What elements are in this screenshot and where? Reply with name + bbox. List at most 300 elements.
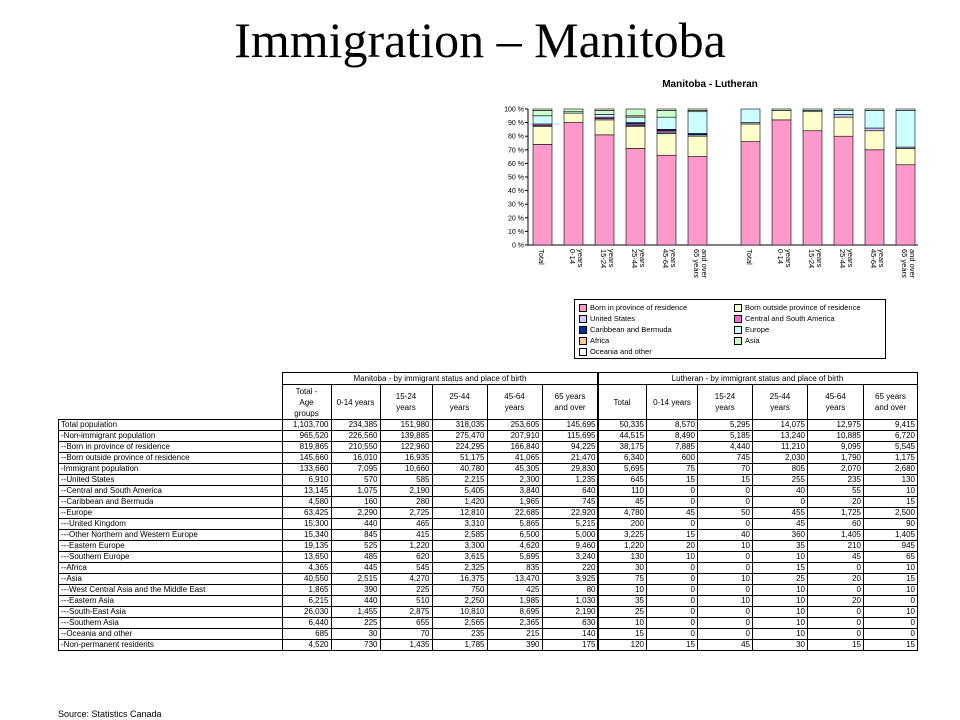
table-cell: 2,585 <box>432 530 487 541</box>
y-tick-label: 100 % <box>504 106 524 114</box>
column-header: 45-64 years <box>487 385 542 420</box>
table-cell: 1,455 <box>331 607 380 618</box>
table-cell: 440 <box>331 519 380 530</box>
row-label: ---Southern Asia <box>59 618 283 629</box>
table-cell: 3,310 <box>432 519 487 530</box>
table-cell: 145,660 <box>282 453 331 464</box>
table-cell: 10,660 <box>380 464 432 475</box>
column-header: 25-44 years <box>753 385 808 420</box>
legend-item <box>579 335 734 346</box>
table-cell: 0 <box>864 629 918 640</box>
bar-segment <box>595 135 614 245</box>
chart-title: Manitoba - Lutheran <box>662 79 758 90</box>
bar-segment <box>564 109 583 112</box>
table-cell: 5,405 <box>432 486 487 497</box>
table-cell: 38,175 <box>598 442 647 453</box>
table-cell: 0 <box>698 519 753 530</box>
table-cell: 275,470 <box>432 431 487 442</box>
table-cell: 45 <box>647 508 698 519</box>
table-cell: 30 <box>331 629 380 640</box>
bar-segment <box>741 109 760 123</box>
table-cell: 3,615 <box>432 552 487 563</box>
table-cell: 80 <box>542 585 598 596</box>
legend-swatch <box>579 315 587 323</box>
table-cell: 0 <box>698 497 753 508</box>
table-cell: 40,550 <box>282 574 331 585</box>
source-note: Source: Statistics Canada <box>58 709 162 719</box>
table-cell: 20 <box>808 497 864 508</box>
x-tick-label: Total <box>745 249 754 265</box>
table-cell: 1,405 <box>864 530 918 541</box>
table-cell: 2,300 <box>487 475 542 486</box>
table-cell: 415 <box>380 530 432 541</box>
bar-segment <box>772 109 791 110</box>
table-cell: 9,460 <box>542 541 598 552</box>
table-cell: 10 <box>753 629 808 640</box>
y-tick-label: 0 % <box>511 242 524 250</box>
bar-segment <box>533 116 552 124</box>
table-cell: 19,135 <box>282 541 331 552</box>
table-cell: 10 <box>753 585 808 596</box>
table-cell: 510 <box>380 596 432 607</box>
table-cell: 13,650 <box>282 552 331 563</box>
table-cell: 5,000 <box>542 530 598 541</box>
table-cell: 12,975 <box>808 420 864 431</box>
table-cell: 15,340 <box>282 530 331 541</box>
table-cell: 3,925 <box>542 574 598 585</box>
table-cell: 122,960 <box>380 442 432 453</box>
table-cell: 2,325 <box>432 563 487 574</box>
column-header: 0-14 years <box>331 385 380 420</box>
row-label: --Central and South America <box>59 486 283 497</box>
table-cell: 0 <box>698 552 753 563</box>
legend-label: Born in province of residence <box>590 303 688 312</box>
table-cell: 12,810 <box>432 508 487 519</box>
legend-label: Asia <box>745 336 760 345</box>
table-cell: 685 <box>282 629 331 640</box>
table-cell: 140 <box>542 629 598 640</box>
table-cell: 10 <box>647 552 698 563</box>
table-cell: 620 <box>380 552 432 563</box>
table-cell: 10 <box>698 596 753 607</box>
table-cell: 235 <box>432 629 487 640</box>
table-cell: 45,305 <box>487 464 542 475</box>
legend-label: Oceania and other <box>590 347 652 356</box>
table-cell: 2,875 <box>380 607 432 618</box>
table-cell: 40 <box>753 486 808 497</box>
table-cell: 750 <box>432 585 487 596</box>
x-tick-label: years <box>576 249 585 268</box>
table-cell: 0 <box>647 497 698 508</box>
table-cell: 1,965 <box>487 497 542 508</box>
table-cell: 10 <box>864 563 918 574</box>
table-cell: 8,695 <box>487 607 542 618</box>
table-cell: 1,785 <box>432 640 487 651</box>
table-cell: 63,425 <box>282 508 331 519</box>
table-cell: 5,215 <box>542 519 598 530</box>
stacked-bar-chart <box>500 78 920 298</box>
table-cell: 224,295 <box>432 442 487 453</box>
table-cell: 0 <box>808 629 864 640</box>
table-cell: 455 <box>753 508 808 519</box>
bar-segment <box>803 131 822 245</box>
table-cell: 525 <box>331 541 380 552</box>
table-cell: 207,910 <box>487 431 542 442</box>
table-cell: 0 <box>698 563 753 574</box>
table-cell: 15 <box>598 629 647 640</box>
legend-swatch <box>734 326 742 334</box>
table-cell: 15 <box>698 475 753 486</box>
bar-segment <box>688 109 707 110</box>
table-corner-cell <box>59 385 283 420</box>
x-tick-label: years <box>669 249 678 268</box>
y-tick-label: 50 % <box>508 174 524 182</box>
table-cell: 15 <box>753 563 808 574</box>
table-corner-cell <box>59 373 283 385</box>
table-cell: 745 <box>698 453 753 464</box>
column-header: Total <box>598 385 647 420</box>
table-cell: 65 <box>864 552 918 563</box>
table-cell: 4,440 <box>698 442 753 453</box>
bar-segment <box>595 109 614 110</box>
table-cell: 0 <box>808 585 864 596</box>
table-cell: 60 <box>808 519 864 530</box>
table-cell: 225 <box>331 618 380 629</box>
table-cell: 945 <box>864 541 918 552</box>
legend-swatch <box>734 315 742 323</box>
table-cell: 10 <box>753 618 808 629</box>
table-cell: 465 <box>380 519 432 530</box>
table-cell: 1,435 <box>380 640 432 651</box>
table-cell: 440 <box>331 596 380 607</box>
bar-segment <box>533 127 552 145</box>
table-cell: 15 <box>647 530 698 541</box>
table-cell: 0 <box>647 596 698 607</box>
table-cell: 110 <box>598 486 647 497</box>
table-cell: 6,440 <box>282 618 331 629</box>
column-header: 0-14 years <box>647 385 698 420</box>
legend-swatch <box>579 337 587 345</box>
table-cell: 234,385 <box>331 420 380 431</box>
row-label: ---South-East Asia <box>59 607 283 618</box>
table-cell: 35 <box>753 541 808 552</box>
table-cell: 2,515 <box>331 574 380 585</box>
table-cell: 11,210 <box>753 442 808 453</box>
table-cell: 13,145 <box>282 486 331 497</box>
bar-segment <box>626 127 645 149</box>
table-cell: 5,545 <box>864 442 918 453</box>
manitoba-table <box>58 372 599 651</box>
table-cell: 10 <box>864 585 918 596</box>
x-tick-label: 65 years <box>900 249 909 278</box>
table-cell: 7,885 <box>647 442 698 453</box>
table-cell: 360 <box>753 530 808 541</box>
x-tick-label: and over <box>700 249 709 279</box>
table-cell: 51,175 <box>432 453 487 464</box>
table-cell: 0 <box>647 574 698 585</box>
table-cell: 30 <box>753 640 808 651</box>
bar-segment <box>595 114 614 117</box>
table-cell: 40 <box>698 530 753 541</box>
table-cell: 50,335 <box>598 420 647 431</box>
bar-segment <box>834 110 853 114</box>
table-cell: 630 <box>542 618 598 629</box>
x-tick-label: 45-64 <box>869 249 878 269</box>
table-cell: 600 <box>647 453 698 464</box>
bar-segment <box>741 124 760 142</box>
table-cell: 29,830 <box>542 464 598 475</box>
x-tick-label: Total <box>537 249 546 265</box>
table-cell: 1,103,700 <box>282 420 331 431</box>
table-cell: 1,725 <box>808 508 864 519</box>
table-cell: 10 <box>753 552 808 563</box>
table-cell: 215 <box>487 629 542 640</box>
table-cell: 30 <box>598 563 647 574</box>
table-cell: 120 <box>598 640 647 651</box>
bar-segment <box>657 155 676 245</box>
table-title: Manitoba - by immigrant status and place of birth <box>282 373 598 385</box>
table-cell: 485 <box>331 552 380 563</box>
table-cell: 255 <box>753 475 808 486</box>
table-cell: 45 <box>753 519 808 530</box>
table-cell: 1,790 <box>808 453 864 464</box>
row-label: --Born in province of residence <box>59 442 283 453</box>
table-cell: 1,405 <box>808 530 864 541</box>
legend-label: Born outside province of residence <box>745 303 861 312</box>
bar-segment <box>896 165 915 245</box>
table-cell: 235 <box>808 475 864 486</box>
y-tick-label: 40 % <box>508 188 524 196</box>
table-cell: 1,220 <box>380 541 432 552</box>
table-cell: 45 <box>808 552 864 563</box>
table-cell: 0 <box>808 563 864 574</box>
bar-segment <box>688 136 707 156</box>
table-cell: 139,885 <box>380 431 432 442</box>
table-cell: 10 <box>598 585 647 596</box>
table-cell: 5,185 <box>698 431 753 442</box>
x-tick-label: 65 years <box>692 249 701 278</box>
table-cell: 585 <box>380 475 432 486</box>
table-cell: 280 <box>380 497 432 508</box>
bar-segment <box>626 148 645 245</box>
column-header: Total - Age groups <box>282 385 331 420</box>
table-cell: 220 <box>542 563 598 574</box>
bar-segment <box>657 110 676 117</box>
table-cell: 133,660 <box>282 464 331 475</box>
table-cell: 0 <box>698 486 753 497</box>
table-cell: 819,865 <box>282 442 331 453</box>
bar-segment <box>865 128 884 131</box>
table-cell: 225 <box>380 585 432 596</box>
table-cell: 8,570 <box>647 420 698 431</box>
table-cell: 425 <box>487 585 542 596</box>
table-cell: 640 <box>542 486 598 497</box>
bar-segment <box>865 110 884 128</box>
table-cell: 75 <box>598 574 647 585</box>
x-tick-label: and over <box>908 249 917 279</box>
column-header: 15-24 years <box>380 385 432 420</box>
table-cell: 130 <box>598 552 647 563</box>
legend-label: Africa <box>590 336 610 345</box>
bar-segment <box>595 110 614 114</box>
row-label: -Immigrant population <box>59 464 283 475</box>
table-cell: 4,620 <box>487 541 542 552</box>
bar-segment <box>688 157 707 245</box>
row-label: --Asia <box>59 574 283 585</box>
row-label: ---United Kingdom <box>59 519 283 530</box>
table-cell: 390 <box>487 640 542 651</box>
table-cell: 1,420 <box>432 497 487 508</box>
x-tick-label: years <box>638 249 647 268</box>
bar-segment <box>896 148 915 164</box>
x-tick-label: years <box>815 249 824 268</box>
bar-segment <box>803 112 822 131</box>
bar-segment <box>564 113 583 123</box>
table-cell: 2,680 <box>864 464 918 475</box>
table-cell: 7,095 <box>331 464 380 475</box>
legend-swatch <box>579 348 587 356</box>
table-cell: 70 <box>380 629 432 640</box>
legend-item <box>579 313 734 324</box>
table-cell: 20 <box>808 596 864 607</box>
table-cell: 4,365 <box>282 563 331 574</box>
table-cell: 9,095 <box>808 442 864 453</box>
table-cell: 4,520 <box>282 640 331 651</box>
table-cell: 15 <box>864 497 918 508</box>
table-cell: 0 <box>808 607 864 618</box>
table-cell: 2,215 <box>432 475 487 486</box>
x-tick-label: 45-64 <box>661 249 670 269</box>
legend-item <box>734 335 884 346</box>
bar-segment <box>772 110 791 120</box>
table-cell: 41,065 <box>487 453 542 464</box>
table-cell: 25 <box>753 574 808 585</box>
bar-segment <box>834 114 853 117</box>
table-cell: 50 <box>698 508 753 519</box>
table-cell: 645 <box>598 475 647 486</box>
x-tick-label: 0-14 <box>776 249 785 265</box>
table-cell: 570 <box>331 475 380 486</box>
bar-segment <box>896 109 915 110</box>
table-cell: 226,560 <box>331 431 380 442</box>
bar-segment <box>834 117 853 136</box>
legend-label: Central and South America <box>745 314 835 323</box>
table-cell: 10 <box>698 574 753 585</box>
table-cell: 5,695 <box>598 464 647 475</box>
table-cell: 0 <box>698 607 753 618</box>
table-cell: 13,470 <box>487 574 542 585</box>
table-cell: 805 <box>753 464 808 475</box>
x-tick-label: 0-14 <box>568 249 577 265</box>
table-cell: 3,225 <box>598 530 647 541</box>
table-cell: 20 <box>647 541 698 552</box>
bar-segment <box>865 150 884 245</box>
table-cell: 145,695 <box>542 420 598 431</box>
table-cell: 1,075 <box>331 486 380 497</box>
table-cell: 6,500 <box>487 530 542 541</box>
row-label: ---West Central Asia and the Middle East <box>59 585 283 596</box>
table-cell: 15 <box>808 640 864 651</box>
legend-item <box>734 324 884 335</box>
table-cell: 14,075 <box>753 420 808 431</box>
table-cell: 0 <box>808 618 864 629</box>
x-tick-label: years <box>846 249 855 268</box>
table-cell: 70 <box>698 464 753 475</box>
row-label: --Caribbean and Bermuda <box>59 497 283 508</box>
row-label: --Africa <box>59 563 283 574</box>
bar-segment <box>626 109 645 116</box>
bar-segment <box>865 109 884 110</box>
table-cell: 0 <box>647 629 698 640</box>
bar-segment <box>834 109 853 110</box>
column-header: 15-24 years <box>698 385 753 420</box>
row-label: --United States <box>59 475 283 486</box>
table-cell: 1,865 <box>282 585 331 596</box>
legend-label: United States <box>590 314 636 323</box>
table-cell: 175 <box>542 640 598 651</box>
table-cell: 10 <box>864 486 918 497</box>
y-tick-label: 10 % <box>508 228 524 236</box>
table-cell: 6,720 <box>864 431 918 442</box>
bar-segment <box>803 109 822 110</box>
table-cell: 1,175 <box>864 453 918 464</box>
table-cell: 3,840 <box>487 486 542 497</box>
legend-item <box>734 302 884 313</box>
table-cell: 0 <box>647 607 698 618</box>
table-cell: 0 <box>647 519 698 530</box>
table-cell: 10,885 <box>808 431 864 442</box>
table-cell: 5,695 <box>487 552 542 563</box>
table-cell: 2,190 <box>542 607 598 618</box>
table-cell: 22,920 <box>542 508 598 519</box>
table-cell: 16,375 <box>432 574 487 585</box>
table-cell: 5,865 <box>487 519 542 530</box>
table-cell: 4,580 <box>282 497 331 508</box>
row-label: ---Eastern Europe <box>59 541 283 552</box>
table-cell: 45 <box>698 640 753 651</box>
bar-segment <box>533 144 552 245</box>
table-cell: 4,780 <box>598 508 647 519</box>
bar-segment <box>533 109 552 110</box>
table-cell: 160 <box>331 497 380 508</box>
table-cell: 1,985 <box>487 596 542 607</box>
y-tick-label: 90 % <box>508 120 524 128</box>
table-cell: 390 <box>331 585 380 596</box>
row-label: -Non-permanent residents <box>59 640 283 651</box>
table-cell: 2,565 <box>432 618 487 629</box>
legend-item <box>579 346 734 357</box>
table-cell: 845 <box>331 530 380 541</box>
table-cell: 1,235 <box>542 475 598 486</box>
row-label: --Born outside province of residence <box>59 453 283 464</box>
bar-segment <box>595 120 614 135</box>
row-label: ---Other Northern and Western Europe <box>59 530 283 541</box>
column-header: 45-64 years <box>808 385 864 420</box>
table-cell: 10 <box>753 596 808 607</box>
table-title: Lutheran - by immigrant status and place of birth <box>598 373 918 385</box>
table-cell: 20 <box>808 574 864 585</box>
table-cell: 1,220 <box>598 541 647 552</box>
table-cell: 22,685 <box>487 508 542 519</box>
table-cell: 2,365 <box>487 618 542 629</box>
chart-legend <box>574 299 886 359</box>
legend-swatch <box>579 326 587 334</box>
table-cell: 200 <box>598 519 647 530</box>
table-cell: 0 <box>647 585 698 596</box>
x-tick-label: 25-44 <box>838 249 847 269</box>
bar-segment <box>688 112 707 134</box>
column-header: 65 years and over <box>864 385 918 420</box>
